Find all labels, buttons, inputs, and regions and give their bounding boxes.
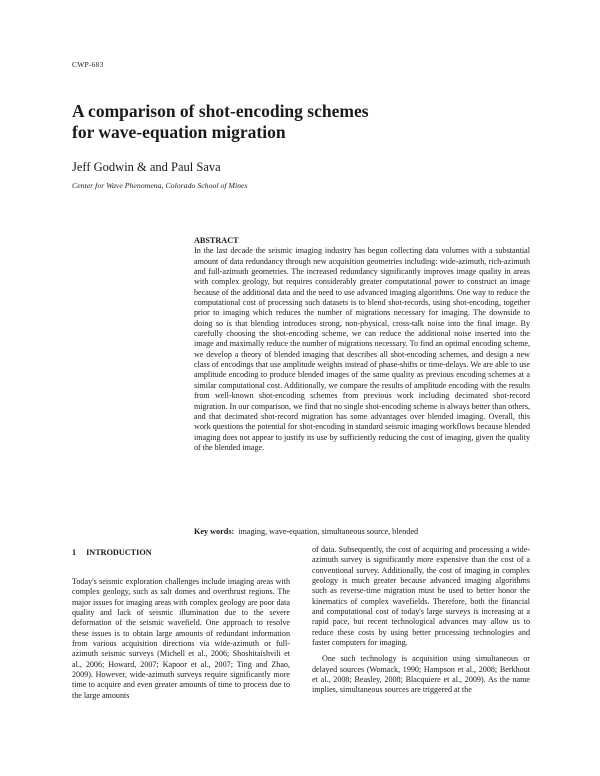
intro-column-right xyxy=(312,545,530,696)
affiliation: Center for Wave Phenomena, Colorado School of Mines xyxy=(72,181,248,190)
report-id: CWP-683 xyxy=(72,60,104,69)
section-title: INTRODUCTION xyxy=(86,548,152,557)
abstract-heading: ABSTRACT xyxy=(194,236,239,245)
abstract xyxy=(194,236,530,453)
intro-column-left xyxy=(72,577,290,701)
abstract-text: In the last decade the seismic imaging industry has begun collecting data volumes with a substantial amount of data redundancy through new acquisition geometries including: wide-azimuth, rich-azimuth and full-azimuth geometries. The increased redundancy significantly improves image quality in areas with complex geology, but requires considerably greater computational power to construct an image because of the additional data and the need to use advanced imaging algorithms. One way to reduce the computational cost of processing such datasets is to blend shot-records, using shot-encoding, together prior to imaging which reduces the number of migrations necessary for imaging. The downside to doing so is that blending introduces strong, non-physical, cross-talk noise into the final image. By carefully choosing the shot-encoding scheme, we can reduce the additional noise inserted into the image and maximally reduce the number of migrations necessary. To find an optimal encoding scheme, we develop a theory of blended imaging that describes all shot-encoding schemes, and design a new class of encodings that use amplitude weights instead of phase-shifts or time-delays. We are able to use amplitude encoding to produce blended images of the same quality as previous encoding schemes at a similar computational cost. Additionally, we compare the results of amplitude encoding with the results from well-known shot-encoding schemes from previous work including decimated shot-record migration. In our comparison, we find that no single shot-encoding scheme is always better than others, and that decimated shot-record migration has some advantages over blended imaging. Overall, this work questions the potential for shot-encoding in standard seismic imaging workflows because blended imaging does not appear to justify its use by sufficiently reducing the cost of imaging, given the quality of the blended image. xyxy=(194,246,530,452)
keywords-text: imaging, wave-equation, simultaneous source, blended xyxy=(238,527,419,536)
intro-paragraph-2: One such technology is acquisition using simultaneous or delayed sources (Womack, 1990; Hampson et al., 2008; Berkhout et al., 2008; Beasley, 2008; Blacquiere et al., 2009). As the name implies, simultaneous sources are triggered at the xyxy=(312,654,530,695)
keywords xyxy=(194,527,530,536)
title-line-2: for wave-equation migration xyxy=(72,122,286,142)
paper-title xyxy=(72,101,492,143)
authors: Jeff Godwin & and Paul Sava xyxy=(72,160,221,174)
section-number: 1 xyxy=(72,548,77,557)
section-heading xyxy=(72,548,152,557)
intro-paragraph-1-continued: of data. Subsequently, the cost of acquiring and processing a wide-azimuth survey is significantly more expensive than the cost of a conventional survey. Additionally, the cost of imaging in complex geology is much greater because advanced imaging algorithms such as reverse-time migration must be used to better honor the kinematics of complex wavefields. Therefore, both the financial and computational cost of today's large surveys is increasing at a rapid pace, but recent technological advances may allow us to reduce these costs by using better processing technologies and faster computers for imaging. xyxy=(312,545,530,648)
intro-paragraph-1: Today's seismic exploration challenges include imaging areas with complex geology, such as salt domes and overthrust regions. The major issues for imaging areas with complex geology are poor data quality and lack of seismic illumination due to the severe deformation of the seismic wavefield. One approach to resolve these issues is to obtain large amounts of redundant information from various acquisition directions via wide-azimuth or full-azimuth seismic surveys (Michell et al., 2006; Shoshitaishvili et al., 2006; Howard, 2007; Kapoor et al., 2007; Ting and Zhao, 2009). However, wide-azimuth surveys require significantly more time to acquire and even greater amounts of time to process due to the large amounts xyxy=(72,577,290,700)
keywords-label: Key words: xyxy=(194,527,235,536)
title-line-1: A comparison of shot-encoding schemes xyxy=(72,101,369,121)
